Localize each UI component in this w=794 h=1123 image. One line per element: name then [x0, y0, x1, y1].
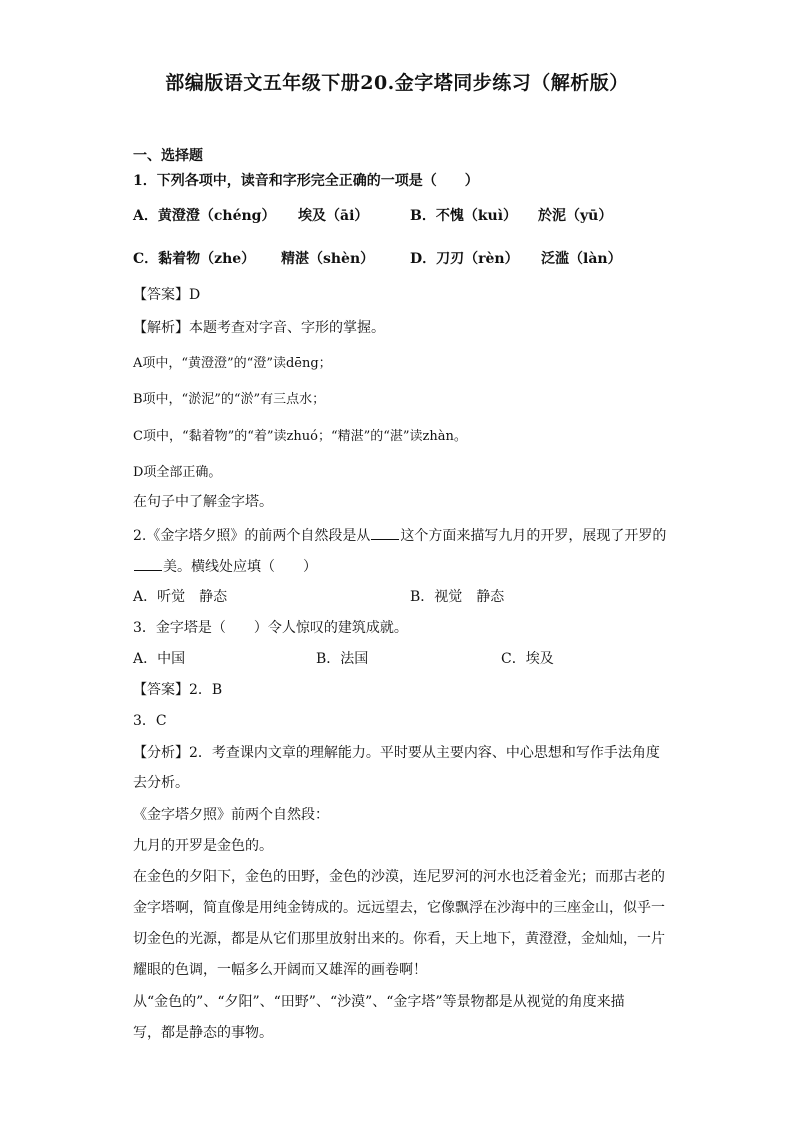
q1-option-c-word2: 精湛（shèn）	[281, 251, 375, 267]
passage-line-1: 九月的开罗是金色的。	[133, 838, 273, 854]
q1-option-d: D．刀刃（rèn）	[410, 251, 519, 267]
q1-option-a: A．黄澄澄（chéng）	[133, 208, 276, 224]
q2-blank-2	[134, 556, 162, 571]
passage-line-5: 耀眼的色调，一幅多么开阔而又雄浑的画卷啊！	[133, 962, 427, 978]
passage-intro: 《金字塔夕照》前两个自然段：	[133, 807, 329, 823]
q3-option-b: B．法国	[316, 651, 369, 667]
analysis-line-2: 去分析。	[133, 775, 189, 791]
section-heading: 一、选择题	[133, 148, 203, 164]
q2-stem-part2: 这个方面来描写九月的开罗，展现了开罗的	[400, 528, 667, 544]
q3-option-a: A．中国	[133, 651, 186, 667]
question-2-stem-line1	[133, 525, 666, 546]
q1-analysis: 【解析】本题考查对字音、字形的掌握。	[133, 320, 385, 336]
passage-line-2: 在金色的夕阳下，金色的田野，金色的沙漠，连尼罗河的河水也泛着金光；而那古老的	[133, 869, 665, 885]
conclusion-line-2: 写，都是静态的事物。	[133, 1025, 273, 1041]
question-1-stem: 1．下列各项中，读音和字形完全正确的一项是（ ）	[133, 173, 479, 189]
q1-answer: 【答案】D	[133, 287, 201, 303]
q1-option-b: B．不愧（kuì）	[410, 208, 518, 224]
passage-line-4: 切金色的光源，都是从它们那里放射出来的。你看，天上地下，黄澄澄，金灿灿，一片	[133, 931, 665, 947]
q3-option-c: C．埃及	[501, 651, 554, 667]
conclusion-line-1: 从“金色的”、“夕阳”、“田野”、“沙漠”、“金字塔”等景物都是从视觉的角度来描	[133, 994, 625, 1010]
question-3-stem: 3．金字塔是（ ）令人惊叹的建筑成就。	[133, 620, 408, 636]
passage-line-3: 金字塔啊，简直像是用纯金铸成的。远远望去，它像飘浮在沙海中的三座金山，似乎一	[133, 900, 665, 916]
q1-closing: 在句子中了解金字塔。	[133, 494, 273, 510]
q1-note-d: D项全部正确。	[133, 465, 222, 480]
q1-note-b: B项中，“淤泥”的“淤”有三点水；	[133, 392, 326, 407]
q3-answer: 3．C	[133, 713, 167, 729]
q2-blank-1	[371, 525, 399, 540]
q2-stem-part1: 2.《金字塔夕照》的前两个自然段是从	[133, 528, 371, 544]
q2-option-a: A．听觉 静态	[133, 589, 228, 605]
q2-q3-answer: 【答案】2．B	[133, 682, 223, 698]
q1-option-d-word2: 泛滥（làn）	[541, 251, 622, 267]
q1-option-a-word2: 埃及（āi）	[298, 208, 369, 224]
question-2-stem-line2	[133, 556, 317, 577]
q1-option-b-word2: 於泥（yū）	[538, 208, 613, 224]
q1-note-c: C项中，“黏着物”的“着”读zhuó；“精湛”的“湛”读zhàn。	[133, 429, 467, 444]
analysis-line-1: 【分析】2．考查课内文章的理解能力。平时要从主要内容、中心思想和写作手法角度	[133, 745, 660, 761]
q2-stem-part3: 美。横线处应填（ ）	[163, 559, 317, 575]
q1-option-c: C．黏着物（zhe）	[133, 251, 256, 267]
page-title: 部编版语文五年级下册20.金字塔同步练习（解析版）	[165, 72, 629, 94]
q1-note-a: A项中，“黄澄澄”的“澄”读dēng；	[133, 356, 332, 371]
q2-option-b: B．视觉 静态	[410, 589, 505, 605]
